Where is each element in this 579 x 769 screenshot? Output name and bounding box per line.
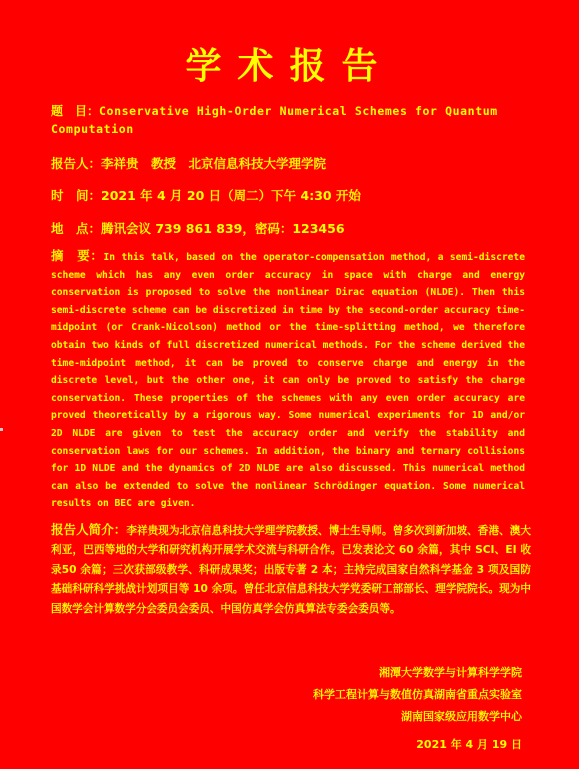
speaker-line: 报告人：李祥贵 教授 北京信息科技大学理学院: [51, 156, 327, 171]
bio-block: [51, 520, 531, 619]
place-line: 地 点：腾讯会议 739 861 839，密码：123456: [51, 221, 345, 236]
abstract-block: [51, 247, 525, 513]
topic-block: [51, 102, 535, 138]
signature-date: 2021 年 4 月 19 日: [416, 738, 522, 751]
topic-text: Conservative High-Order Numerical Schemes for Quantum Computation: [51, 104, 498, 136]
abstract-text: In this talk, based on the operator-compensation method, a semi-discrete scheme which has any even order accuracy in space with charge and energy conservation is proposed to solve the nonlinear Dirac equation (NLDE). Then this semi-discrete scheme can be discretized in time by the second-order accuracy time-midpoint (or Crank-Nicolson) method or the time-splitting method, we therefore obtain two kinds of full discretized numerical methods. For the scheme derived the time-midpoint method, it can be proved to conserve charge and energy in the discrete level, but the other one, it can only be proved to satisfy the charge conservation. These properties of the schemes with any even order accuracy are proved theoretically by a rigorous way. Some numerical experiments for 1D and/or 2D NLDE are given to test the accuracy order and verify the stability and conservation laws for our schemes. In addition, the binary and ternary collisions for 1D NLDE and the dynamics of 2D NLDE are also discussed. This numerical method can also be extended to solve the nonlinear Schrödinger equation. Some numerical results on BEC are given.: [51, 252, 525, 510]
abstract-label: 摘 要：: [51, 248, 104, 263]
poster-title: 学术报告: [185, 46, 394, 87]
bio-label: 报告人简介：: [51, 522, 127, 537]
signature-org-3: 湖南国家级应用数学中心: [401, 710, 522, 723]
topic-label: 题 目：: [51, 104, 100, 118]
edge-mark: [0, 428, 3, 431]
time-line: 时 间：2021 年 4 月 20 日（周二）下午 4:30 开始: [51, 188, 361, 203]
bio-text: 李祥贵现为北京信息科技大学理学院教授、博士生导师。曾多次到新加坡、香港、澳大利亚，巴西等地的大学和研究机构开展学术交流与科研合作。已发表论文 60 余篇，其中 SCI、EI 收录50 余篇；三次获部级教学、科研成果奖；出版专著 2 本；主持完成国家自然科学基金 3 项及国防基础科研科学挑战计划项目等 10 余项。曾任北京信息科技大学党委研工部部长、理学院院长。现为中国数学会计算数学分会委员会委员、中国仿真学会仿真算法专委会委员等。: [51, 525, 531, 615]
signature-org-2: 科学工程计算与数值仿真湖南省重点实验室: [313, 688, 522, 701]
signature-org-1: 湘潭大学数学与计算科学学院: [379, 666, 522, 679]
